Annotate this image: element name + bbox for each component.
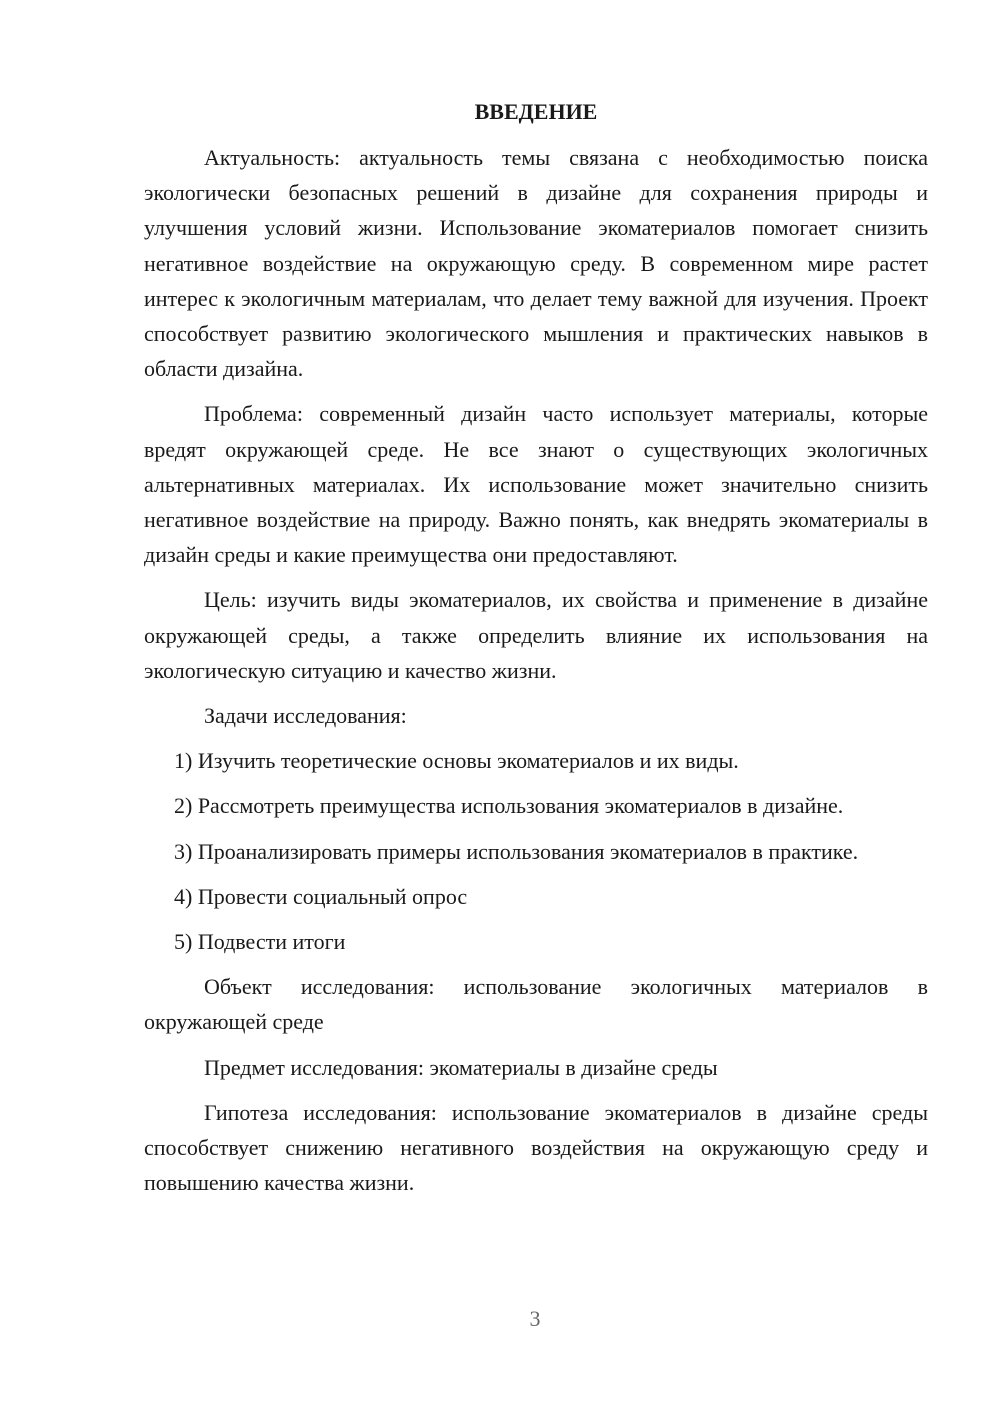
problem-paragraph: Проблема: современный дизайн часто использует материалы, которые вредят окружающей среде. Не все знают о существующих экологичных альтернативных материалах. Их использование может значительно снизить негативное воздействие на природу. Важно понять, как внедрять экоматериалы в дизайн среды и какие преимущества они предоставляют. (144, 401, 928, 568)
research-subject-paragraph: Предмет исследования: экоматериалы в дизайне среды (204, 1054, 718, 1080)
research-hypothesis-paragraph: Гипотеза исследования: использование экоматериалов в дизайне среды способствует снижению негативного воздействия на окружающую среду и повышению качества жизни. (144, 1099, 928, 1196)
document-page (144, 94, 928, 1210)
page-title: ВВЕДЕНИЕ (474, 99, 598, 124)
task-item: 3) Проанализировать примеры использования экоматериалов в практике. (174, 838, 859, 864)
page-number: 3 (529, 1306, 541, 1331)
task-item: 1) Изучить теоретические основы экоматериалов и их виды. (174, 748, 739, 774)
task-item: 4) Провести социальный опрос (174, 883, 468, 909)
task-item: 5) Подвести итоги (174, 929, 346, 955)
task-item: 2) Рассмотреть преимущества использования экоматериалов в дизайне. (174, 793, 844, 819)
relevance-paragraph: Актуальность: актуальность темы связана с необходимостью поиска экологически безопасных решений в дизайне для сохранения природы и улучшения условий жизни. Использование экоматериалов помогает снизить негативное воздействие на окружающую среду. В современном мире растет интерес к экологичным материалам, что делает тему важной для изучения. Проект способствует развитию экологического мышления и практических навыков в области дизайна. (144, 145, 928, 382)
goal-paragraph: Цель: изучить виды экоматериалов, их свойства и применение в дизайне окружающей среды, а также определить влияние их использования на экологическую ситуацию и качество жизни. (144, 587, 928, 683)
tasks-heading: Задачи исследования: (204, 703, 407, 729)
research-object-paragraph: Объект исследования: использование экологичных материалов в окружающей среде (144, 974, 928, 1035)
